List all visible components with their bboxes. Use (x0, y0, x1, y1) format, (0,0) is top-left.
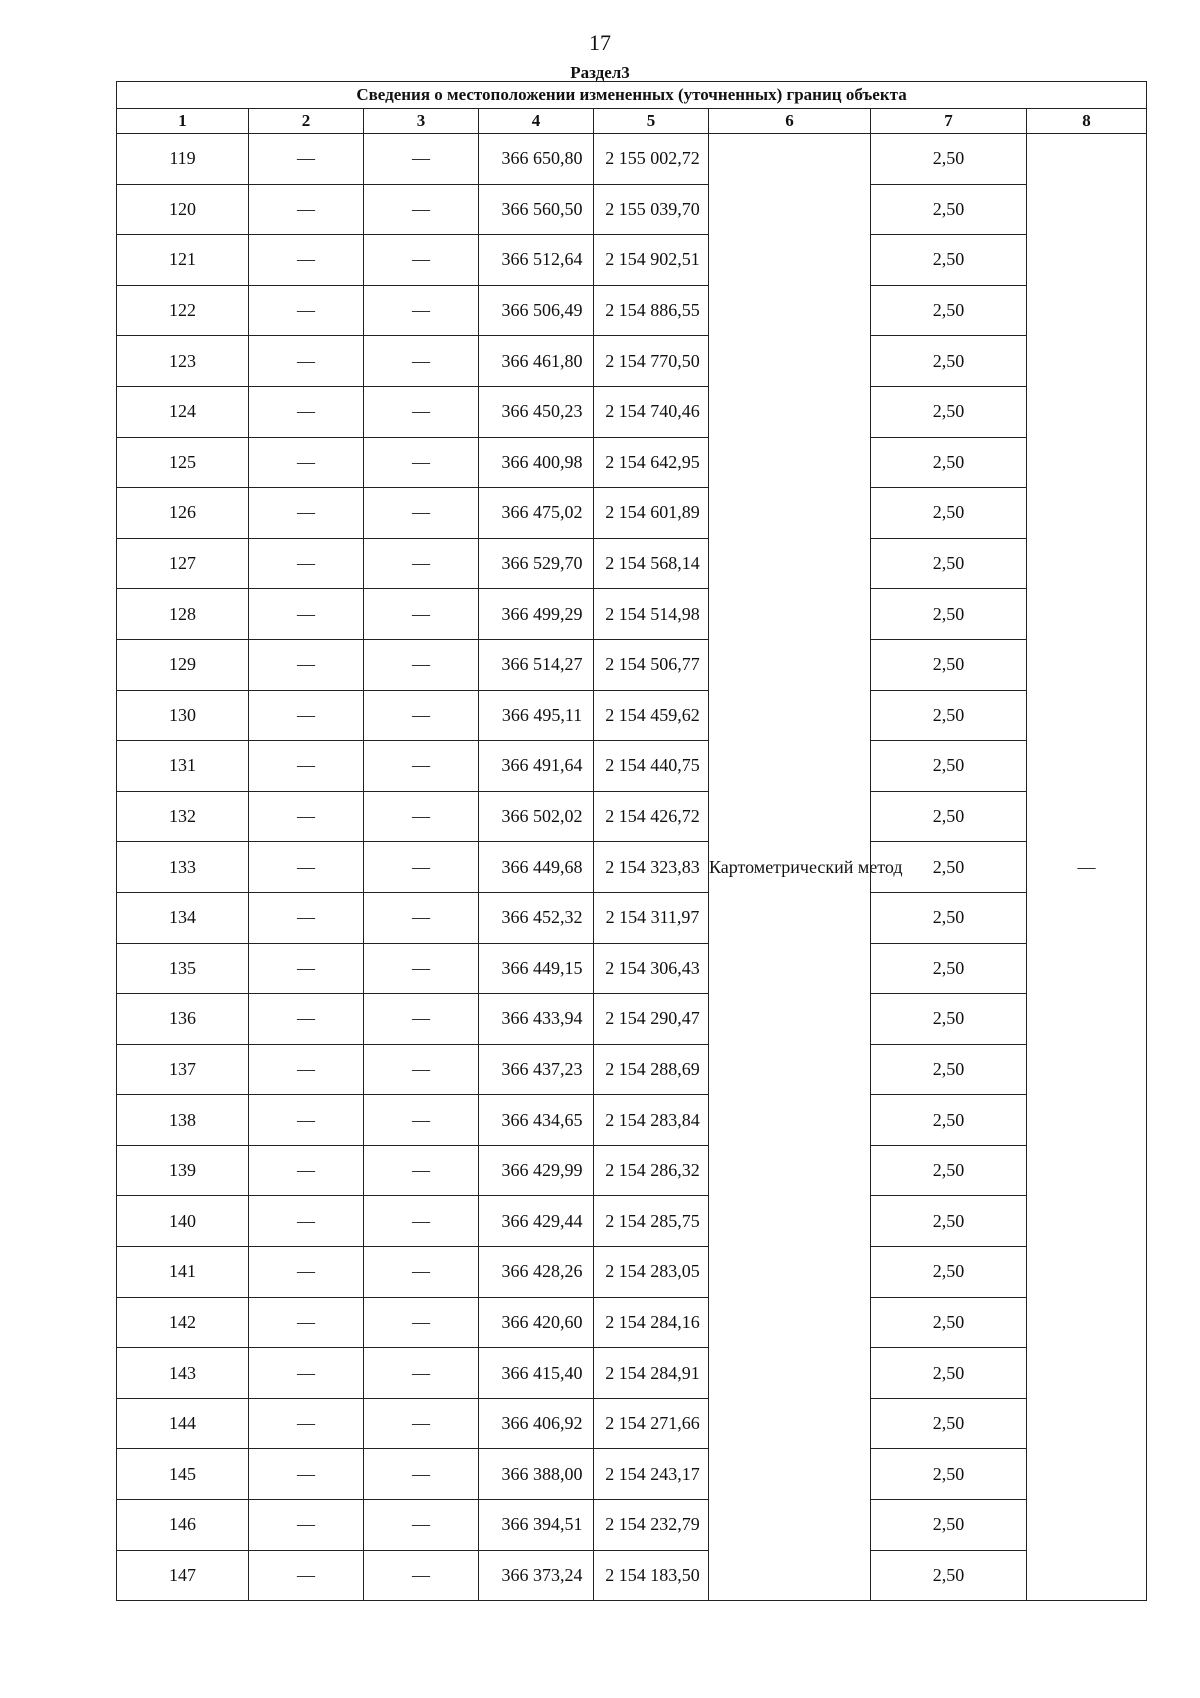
table-row (117, 437, 1147, 488)
table-row (117, 285, 1147, 336)
column-3-cell: — (364, 1145, 479, 1196)
y-coordinate-cell: 2 154 283,05 (594, 1247, 709, 1298)
y-coordinate-cell: 2 154 568,14 (594, 538, 709, 589)
x-coordinate-cell: 366 433,94 (479, 994, 594, 1045)
accuracy-cell: 2,50 (871, 285, 1027, 336)
column-2-cell: — (249, 1348, 364, 1399)
x-coordinate-cell: 366 512,64 (479, 235, 594, 286)
y-coordinate-cell: 2 154 311,97 (594, 892, 709, 943)
y-coordinate-cell: 2 154 271,66 (594, 1398, 709, 1449)
accuracy-cell: 2,50 (871, 892, 1027, 943)
column-3-cell: — (364, 943, 479, 994)
column-2-cell: — (249, 488, 364, 539)
column-3-cell: — (364, 1348, 479, 1399)
table-row (117, 943, 1147, 994)
point-number-cell: 143 (117, 1348, 249, 1399)
y-coordinate-cell: 2 154 770,50 (594, 336, 709, 387)
y-coordinate-cell: 2 154 306,43 (594, 943, 709, 994)
table-row (117, 589, 1147, 640)
column-3-cell: — (364, 892, 479, 943)
column-3-cell: — (364, 1044, 479, 1095)
table-row (117, 134, 1147, 185)
x-coordinate-cell: 366 529,70 (479, 538, 594, 589)
y-coordinate-cell: 2 154 440,75 (594, 741, 709, 792)
y-coordinate-cell: 2 154 902,51 (594, 235, 709, 286)
accuracy-cell: 2,50 (871, 386, 1027, 437)
point-number-cell: 141 (117, 1247, 249, 1298)
column-3-cell: — (364, 285, 479, 336)
column-3-cell: — (364, 842, 479, 893)
y-coordinate-cell: 2 154 642,95 (594, 437, 709, 488)
point-number-cell: 128 (117, 589, 249, 640)
point-number-cell: 134 (117, 892, 249, 943)
column-2-cell: — (249, 1500, 364, 1551)
column-3-cell: — (364, 589, 479, 640)
point-number-cell: 123 (117, 336, 249, 387)
table-row (117, 235, 1147, 286)
table-row (117, 184, 1147, 235)
accuracy-cell: 2,50 (871, 1500, 1027, 1551)
point-number-cell: 130 (117, 690, 249, 741)
point-number-cell: 125 (117, 437, 249, 488)
x-coordinate-cell: 366 429,44 (479, 1196, 594, 1247)
point-number-cell: 126 (117, 488, 249, 539)
accuracy-cell: 2,50 (871, 538, 1027, 589)
y-coordinate-cell: 2 154 243,17 (594, 1449, 709, 1500)
column-3-cell: — (364, 1449, 479, 1500)
column-3-cell: — (364, 1550, 479, 1601)
column-2-cell: — (249, 336, 364, 387)
accuracy-cell: 2,50 (871, 134, 1027, 185)
x-coordinate-cell: 366 429,99 (479, 1145, 594, 1196)
table-caption: Сведения о местоположении измененных (уточненных) границ объекта (117, 82, 1147, 109)
column-2-cell: — (249, 994, 364, 1045)
point-number-cell: 132 (117, 791, 249, 842)
column-2-cell: — (249, 741, 364, 792)
accuracy-cell: 2,50 (871, 1348, 1027, 1399)
y-coordinate-cell: 2 154 514,98 (594, 589, 709, 640)
method-cell: Картометрический метод (709, 134, 871, 1601)
point-number-cell: 137 (117, 1044, 249, 1095)
table-body (117, 134, 1147, 1601)
table-row (117, 1500, 1147, 1551)
x-coordinate-cell: 366 495,11 (479, 690, 594, 741)
x-coordinate-cell: 366 400,98 (479, 437, 594, 488)
x-coordinate-cell: 366 449,68 (479, 842, 594, 893)
column-number: 7 (871, 109, 1027, 134)
column-2-cell: — (249, 386, 364, 437)
column-number: 8 (1027, 109, 1147, 134)
y-coordinate-cell: 2 154 740,46 (594, 386, 709, 437)
point-number-cell: 138 (117, 1095, 249, 1146)
table-row (117, 538, 1147, 589)
table-row (117, 842, 1147, 893)
table-row (117, 488, 1147, 539)
x-coordinate-cell: 366 420,60 (479, 1297, 594, 1348)
column-3-cell: — (364, 235, 479, 286)
column-2-cell: — (249, 1196, 364, 1247)
column-number: 5 (594, 109, 709, 134)
column-3-cell: — (364, 1095, 479, 1146)
accuracy-cell: 2,50 (871, 589, 1027, 640)
column-3-cell: — (364, 184, 479, 235)
column-2-cell: — (249, 1297, 364, 1348)
point-number-cell: 122 (117, 285, 249, 336)
column-2-cell: — (249, 639, 364, 690)
y-coordinate-cell: 2 155 002,72 (594, 134, 709, 185)
column-2-cell: — (249, 842, 364, 893)
accuracy-cell: 2,50 (871, 1449, 1027, 1500)
x-coordinate-cell: 366 475,02 (479, 488, 594, 539)
column-number: 3 (364, 109, 479, 134)
column-3-cell: — (364, 437, 479, 488)
x-coordinate-cell: 366 514,27 (479, 639, 594, 690)
accuracy-cell: 2,50 (871, 1297, 1027, 1348)
column-2-cell: — (249, 943, 364, 994)
column-2-cell: — (249, 892, 364, 943)
point-number-cell: 120 (117, 184, 249, 235)
point-number-cell: 144 (117, 1398, 249, 1449)
column-3-cell: — (364, 1398, 479, 1449)
accuracy-cell: 2,50 (871, 690, 1027, 741)
accuracy-cell: 2,50 (871, 184, 1027, 235)
point-number-cell: 131 (117, 741, 249, 792)
y-coordinate-cell: 2 154 284,16 (594, 1297, 709, 1348)
column-3-cell: — (364, 639, 479, 690)
table-row (117, 1449, 1147, 1500)
point-number-cell: 145 (117, 1449, 249, 1500)
column-number: 2 (249, 109, 364, 134)
accuracy-cell: 2,50 (871, 741, 1027, 792)
x-coordinate-cell: 366 406,92 (479, 1398, 594, 1449)
point-number-cell: 127 (117, 538, 249, 589)
point-number-cell: 124 (117, 386, 249, 437)
point-number-cell: 140 (117, 1196, 249, 1247)
column-2-cell: — (249, 235, 364, 286)
section-title: Раздел3 (570, 63, 630, 82)
column-8-cell: — (1027, 134, 1147, 1601)
point-number-cell: 147 (117, 1550, 249, 1601)
accuracy-cell: 2,50 (871, 842, 1027, 893)
column-2-cell: — (249, 134, 364, 185)
table-row (117, 994, 1147, 1045)
x-coordinate-cell: 366 415,40 (479, 1348, 594, 1399)
column-2-cell: — (249, 589, 364, 640)
x-coordinate-cell: 366 461,80 (479, 336, 594, 387)
x-coordinate-cell: 366 428,26 (479, 1247, 594, 1298)
accuracy-cell: 2,50 (871, 994, 1027, 1045)
column-number: 6 (709, 109, 871, 134)
x-coordinate-cell: 366 452,32 (479, 892, 594, 943)
column-2-cell: — (249, 1398, 364, 1449)
table-row (117, 336, 1147, 387)
x-coordinate-cell: 366 394,51 (479, 1500, 594, 1551)
column-2-cell: — (249, 1095, 364, 1146)
column-number: 4 (479, 109, 594, 134)
x-coordinate-cell: 366 388,00 (479, 1449, 594, 1500)
y-coordinate-cell: 2 154 601,89 (594, 488, 709, 539)
table-row (117, 892, 1147, 943)
point-number-cell: 119 (117, 134, 249, 185)
point-number-cell: 139 (117, 1145, 249, 1196)
x-coordinate-cell: 366 434,65 (479, 1095, 594, 1146)
column-2-cell: — (249, 184, 364, 235)
column-3-cell: — (364, 1247, 479, 1298)
accuracy-cell: 2,50 (871, 1145, 1027, 1196)
column-3-cell: — (364, 1297, 479, 1348)
column-3-cell: — (364, 134, 479, 185)
table-row (117, 639, 1147, 690)
accuracy-cell: 2,50 (871, 1247, 1027, 1298)
column-2-cell: — (249, 1550, 364, 1601)
x-coordinate-cell: 366 437,23 (479, 1044, 594, 1095)
y-coordinate-cell: 2 154 183,50 (594, 1550, 709, 1601)
column-3-cell: — (364, 386, 479, 437)
y-coordinate-cell: 2 154 288,69 (594, 1044, 709, 1095)
y-coordinate-cell: 2 154 232,79 (594, 1500, 709, 1551)
column-2-cell: — (249, 1247, 364, 1298)
point-number-cell: 133 (117, 842, 249, 893)
table-row (117, 741, 1147, 792)
point-number-cell: 135 (117, 943, 249, 994)
table-row (117, 1196, 1147, 1247)
table-row (117, 1145, 1147, 1196)
accuracy-cell: 2,50 (871, 1095, 1027, 1146)
point-number-cell: 136 (117, 994, 249, 1045)
x-coordinate-cell: 366 450,23 (479, 386, 594, 437)
accuracy-cell: 2,50 (871, 1044, 1027, 1095)
column-2-cell: — (249, 1145, 364, 1196)
y-coordinate-cell: 2 154 886,55 (594, 285, 709, 336)
column-2-cell: — (249, 285, 364, 336)
page-number: 17 (589, 30, 611, 55)
accuracy-cell: 2,50 (871, 791, 1027, 842)
y-coordinate-cell: 2 154 426,72 (594, 791, 709, 842)
accuracy-cell: 2,50 (871, 1398, 1027, 1449)
table-row (117, 1247, 1147, 1298)
accuracy-cell: 2,50 (871, 1196, 1027, 1247)
y-coordinate-cell: 2 154 284,91 (594, 1348, 709, 1399)
column-3-cell: — (364, 1500, 479, 1551)
column-3-cell: — (364, 538, 479, 589)
x-coordinate-cell: 366 373,24 (479, 1550, 594, 1601)
y-coordinate-cell: 2 154 283,84 (594, 1095, 709, 1146)
x-coordinate-cell: 366 449,15 (479, 943, 594, 994)
table-row (117, 1095, 1147, 1146)
table-row (117, 690, 1147, 741)
x-coordinate-cell: 366 560,50 (479, 184, 594, 235)
accuracy-cell: 2,50 (871, 437, 1027, 488)
y-coordinate-cell: 2 154 506,77 (594, 639, 709, 690)
table-caption-row (117, 82, 1147, 109)
column-2-cell: — (249, 1044, 364, 1095)
point-number-cell: 146 (117, 1500, 249, 1551)
boundary-coordinates-table (116, 81, 1147, 1601)
accuracy-cell: 2,50 (871, 235, 1027, 286)
column-3-cell: — (364, 1196, 479, 1247)
y-coordinate-cell: 2 154 323,83 (594, 842, 709, 893)
column-3-cell: — (364, 741, 479, 792)
column-numbers-row (117, 109, 1147, 134)
x-coordinate-cell: 366 650,80 (479, 134, 594, 185)
accuracy-cell: 2,50 (871, 639, 1027, 690)
accuracy-cell: 2,50 (871, 943, 1027, 994)
column-2-cell: — (249, 538, 364, 589)
y-coordinate-cell: 2 154 285,75 (594, 1196, 709, 1247)
point-number-cell: 129 (117, 639, 249, 690)
table-row (117, 386, 1147, 437)
table-row (117, 1348, 1147, 1399)
column-2-cell: — (249, 1449, 364, 1500)
column-3-cell: — (364, 336, 479, 387)
y-coordinate-cell: 2 154 459,62 (594, 690, 709, 741)
x-coordinate-cell: 366 506,49 (479, 285, 594, 336)
column-3-cell: — (364, 488, 479, 539)
point-number-cell: 121 (117, 235, 249, 286)
table-row (117, 1550, 1147, 1601)
y-coordinate-cell: 2 154 290,47 (594, 994, 709, 1045)
x-coordinate-cell: 366 499,29 (479, 589, 594, 640)
x-coordinate-cell: 366 491,64 (479, 741, 594, 792)
x-coordinate-cell: 366 502,02 (479, 791, 594, 842)
accuracy-cell: 2,50 (871, 488, 1027, 539)
column-number: 1 (117, 109, 249, 134)
table-row (117, 1297, 1147, 1348)
table-row (117, 1398, 1147, 1449)
y-coordinate-cell: 2 154 286,32 (594, 1145, 709, 1196)
column-2-cell: — (249, 690, 364, 741)
column-3-cell: — (364, 994, 479, 1045)
column-3-cell: — (364, 690, 479, 741)
y-coordinate-cell: 2 155 039,70 (594, 184, 709, 235)
column-2-cell: — (249, 437, 364, 488)
accuracy-cell: 2,50 (871, 336, 1027, 387)
column-3-cell: — (364, 791, 479, 842)
table-row (117, 791, 1147, 842)
accuracy-cell: 2,50 (871, 1550, 1027, 1601)
column-2-cell: — (249, 791, 364, 842)
table-row (117, 1044, 1147, 1095)
point-number-cell: 142 (117, 1297, 249, 1348)
